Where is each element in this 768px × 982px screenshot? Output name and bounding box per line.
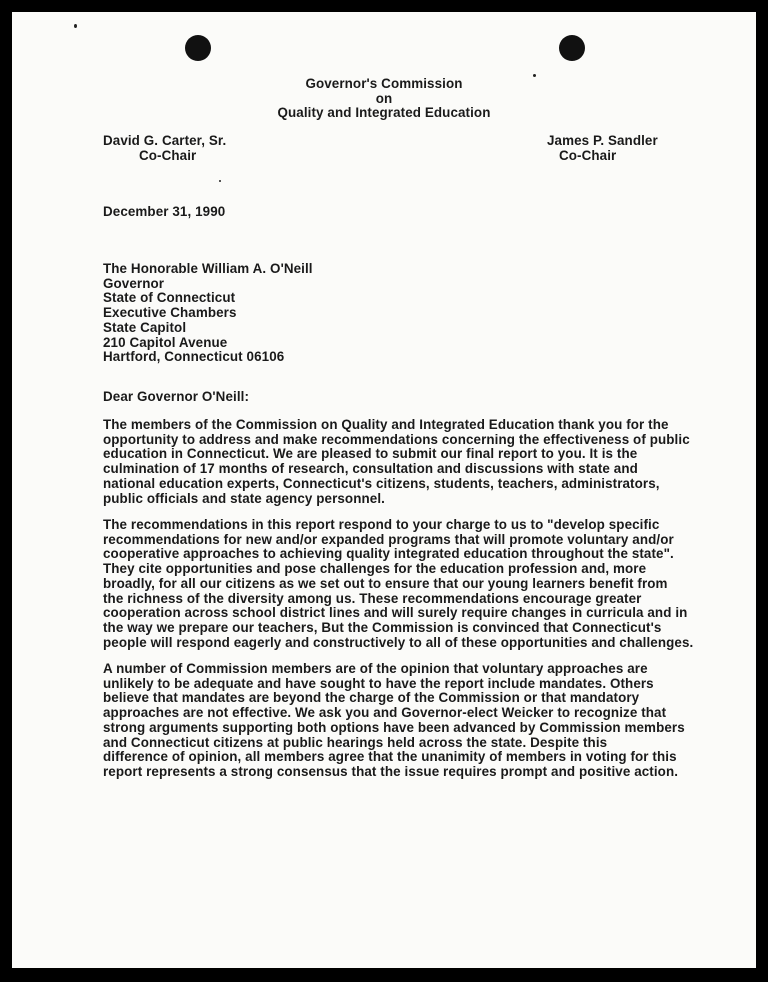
paragraph-line: report represents a strong consensus that the issue requires prompt and positive action. — [103, 763, 679, 779]
paragraph-line: approaches are not effective. We ask you and Governor-elect Weicker to recognize that — [103, 705, 667, 721]
paragraph-line: difference of opinion, all members agree that the unanimity of members in voting for this — [103, 749, 677, 765]
right-chair-role: Co-Chair — [559, 148, 617, 163]
paragraph-line: cooperation across school district lines and will surely require changes in curricula and in — [103, 605, 688, 621]
speck-mark — [219, 180, 221, 182]
recipient-address — [103, 262, 313, 365]
address-line: Executive Chambers — [103, 305, 237, 321]
paragraph-line: people will respond eagerly and constructively to all of these opportunities and challenges. — [103, 634, 694, 650]
paragraph-line: unlikely to be adequate and have sought to have the report include mandates. Others — [103, 675, 654, 691]
letterhead-line-2: on — [375, 90, 393, 106]
address-line: State Capitol — [103, 319, 187, 335]
punch-hole-left — [185, 35, 211, 61]
paragraph-line: The members of the Commission on Quality and Integrated Education thank you for the — [103, 417, 669, 432]
paragraph-line: public officials and state agency personnel. — [103, 490, 385, 506]
letter-date: December 31, 1990 — [103, 204, 226, 219]
paragraph-line: The recommendations in this report respond to your charge to us to "develop specific — [103, 517, 660, 532]
paragraph-line: the richness of the diversity among us. These recommendations encourage greater — [103, 590, 642, 606]
address-line: 210 Capitol Avenue — [103, 334, 228, 350]
left-chair-role: Co-Chair — [139, 148, 197, 163]
address-line: State of Connecticut — [103, 290, 236, 306]
paragraph-line: culmination of 17 months of research, consultation and discussions with state and — [103, 461, 638, 477]
paragraph-line: strong arguments supporting both options have been advanced by Commission members — [103, 719, 685, 735]
paragraph-line: A number of Commission members are of the opinion that voluntary approaches are — [103, 661, 648, 676]
speck-mark — [74, 24, 77, 28]
body-paragraph-2 — [103, 518, 693, 650]
paragraph-line: recommendations for new and/or expanded programs that will promote voluntary and/or — [103, 531, 674, 547]
paragraph-line: opportunity to address and make recommendations concerning the effectiveness of public — [103, 431, 690, 447]
letter-page — [12, 12, 756, 968]
paragraph-line: believe that mandates are beyond the charge of the Commission or that mandatory — [103, 690, 640, 706]
paragraph-line: education in Connecticut. We are pleased to submit our final report to you. It is the — [103, 446, 638, 462]
address-line: The Honorable William A. O'Neill — [103, 261, 313, 276]
letterhead-line-3: Quality and Integrated Education — [277, 105, 491, 121]
left-chair-name: David G. Carter, Sr. — [103, 133, 227, 148]
punch-hole-right — [559, 35, 585, 61]
paragraph-line: the way we prepare our teachers, But the Commission is convinced that Connecticut's — [103, 619, 662, 635]
letterhead-line-1: Governor's Commission — [305, 76, 463, 91]
paragraph-line: cooperative approaches to achieving quality integrated education throughout the state". — [103, 546, 674, 562]
salutation: Dear Governor O'Neill: — [103, 389, 250, 404]
letterhead — [184, 77, 584, 121]
paragraph-line: national education experts, Connecticut's citizens, students, teachers, administrators, — [103, 475, 660, 491]
paragraph-line: and Connecticut citizens at public hearings held across the state. Despite this — [103, 734, 608, 750]
address-line: Hartford, Connecticut 06106 — [103, 349, 285, 365]
body-paragraph-3 — [103, 662, 685, 780]
address-line: Governor — [103, 275, 165, 291]
paragraph-line: broadly, for all our citizens as we set out to ensure that our young learners benefit from — [103, 575, 668, 591]
paragraph-line: They cite opportunities and pose challenges for the education profession and, more — [103, 561, 647, 577]
right-chair-name: James P. Sandler — [547, 133, 658, 148]
body-paragraph-1 — [103, 418, 690, 506]
